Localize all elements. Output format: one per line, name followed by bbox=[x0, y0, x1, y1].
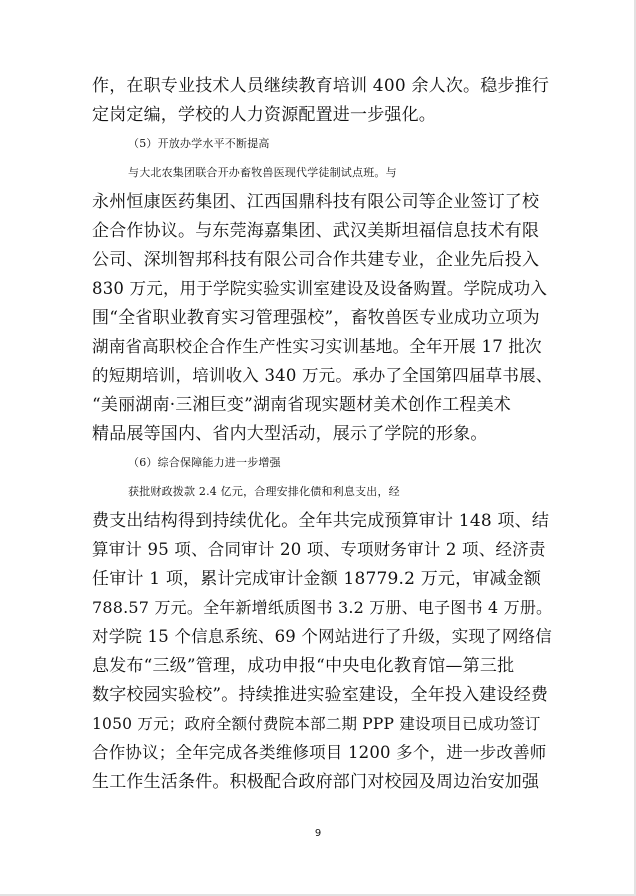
body-text-line: “美丽湖南·三湘巨变”湖南省现实题材美术创作工程美术 bbox=[92, 395, 511, 415]
body-text-line: 788.57 万元。全年新增纸质图书 3.2 万册、电子图书 4 万册。 bbox=[92, 598, 553, 617]
body-text-line: 定岗定编，学校的人力资源配置进一步强化。 bbox=[92, 105, 436, 125]
body-text-line: 费支出结构得到持续优化。全年共完成预算审计 148 项、结 bbox=[92, 511, 550, 531]
body-text-line: 对学院 15 个信息系统、69 个网站进行了升级，实现了网络信 bbox=[92, 627, 552, 646]
body-text-line: 围“全省职业教育实习管理强校”，畜牧兽医专业成功立项为 bbox=[92, 308, 540, 328]
section-heading-5: （5）开放办学水平不断提高 bbox=[128, 137, 270, 150]
body-text-line: 公司、深圳智邦科技有限公司合作共建专业，企业先后投入 bbox=[92, 250, 540, 270]
body-text-line: 合作协议；全年完成各类维修项目 1200 多个，进一步改善师 bbox=[92, 743, 547, 762]
page-number: 9 bbox=[314, 828, 322, 839]
body-text-line: 作，在职专业技术人员继续教育培训 400 余人次。稳步推行 bbox=[92, 76, 550, 96]
body-text-line: 企合作协议。与东莞海嘉集团、武汉美斯坦福信息技术有限 bbox=[92, 221, 540, 241]
body-text-line: 获批财政拨款 2.4 亿元，合理安排化债和利息支出，经 bbox=[128, 485, 400, 498]
body-text-line: 的短期培训，培训收入 340 万元。承办了全国第四届草书展、 bbox=[92, 366, 553, 385]
body-text-line: 数字校园实验校”。持续推进实验室建设，全年投入建设经费 bbox=[92, 685, 549, 705]
body-text-line: 息发布“三级”管理，成功申报“中央电化教育馆—第三批 bbox=[92, 656, 515, 676]
body-text-line: 1050 万元；政府全额付费院本部二期 PPP 建设项目已成功签订 bbox=[92, 715, 541, 733]
body-text-line: 任审计 1 项，累计完成审计金额 18779.2 万元，审减金额 bbox=[92, 569, 542, 589]
body-text-line: 生工作生活条件。积极配合政府部门对校园及周边治安加强 bbox=[92, 772, 540, 792]
body-text-line: 与大北农集团联合开办畜牧兽医现代学徒制试点班。与 bbox=[128, 166, 397, 179]
body-text-line: 永州恒康医药集团、江西国鼎科技有限公司等企业签订了校 bbox=[92, 192, 540, 212]
body-text-line: 830 万元，用于学院实验实训室建设及设备购置。学院成功入 bbox=[92, 279, 548, 298]
body-text-line: 算审计 95 项、合同审计 20 项、专项财务审计 2 项、经济责 bbox=[92, 540, 546, 559]
body-text-line: 精品展等国内、省内大型活动，展示了学院的形象。 bbox=[92, 424, 488, 444]
body-text-line: 湖南省高职校企合作生产性实习实训基地。全年开展 17 批次 bbox=[92, 337, 542, 356]
section-heading-6: （6）综合保障能力进一步增强 bbox=[128, 456, 281, 469]
